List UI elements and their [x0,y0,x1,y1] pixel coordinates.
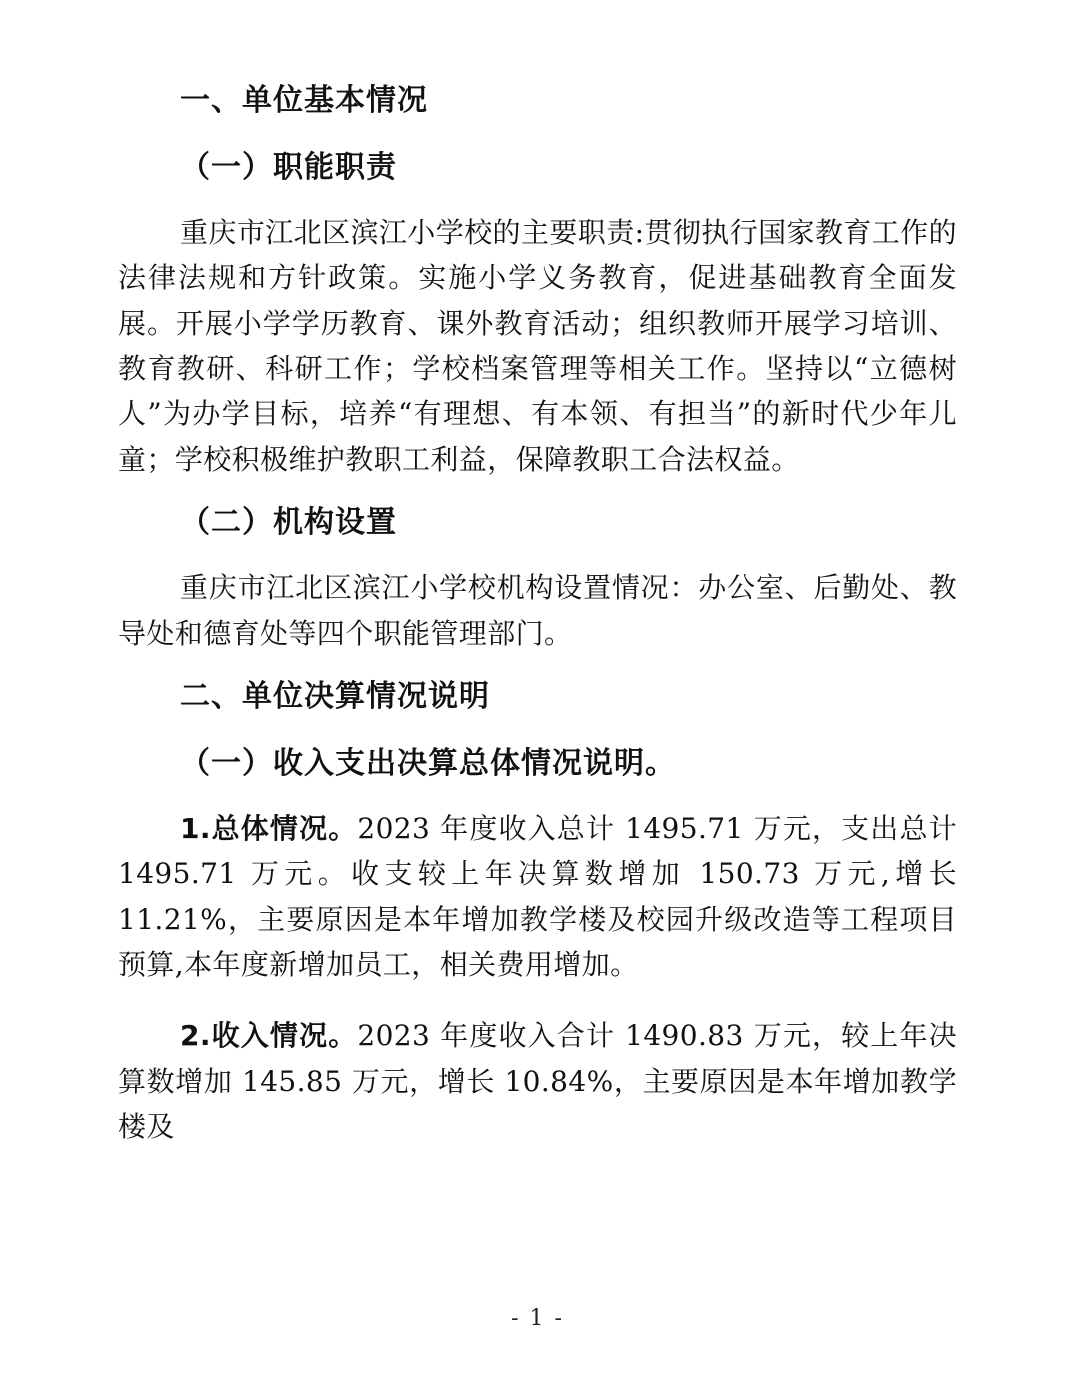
section-2-item-1 [118,806,957,987]
spacer [118,995,957,1013]
section-2-item-2-lead: 2.收入情况。 [180,1019,358,1053]
section-1-paragraph-2: 重庆市江北区滨江小学校机构设置情况：办公室、后勤处、教导处和德育处等四个职能管理部门。 [118,571,957,650]
section-1-subheading-1: （一）职能职责 [180,150,397,185]
document-body [118,78,957,1149]
section-2-item-2-text: 2023 年度收入合计 1490.83 万元，较上年决算数增加 145.85 万元，增长 10.84%，主要原因是本年增加教学楼及 [118,1019,957,1144]
spacer [118,490,957,500]
section-2-item-1-text: 2023 年度收入总计 1495.71 万元，支出总计 1495.71 万元。收支较上年决算数增加 150.73 万元,增长 11.21%，主要原因是本年增加教学楼及校园升级改造等工程项目预算,本年度新增加员工，相关费用增加。 [118,811,957,981]
section-2-item-1-lead: 1.总体情况。 [180,811,358,845]
section-2-item-2 [118,1013,957,1149]
section-1-subheading-2: （二）机构设置 [180,505,397,541]
section-2-heading: 二、单位决算情况说明 [180,678,490,714]
section-1-paragraph-1: 重庆市江北区滨江小学校的主要职责:贯彻执行国家教育工作的法律法规和方针政策。实施小学义务教育，促进基础教育全面发展。开展小学学历教育、课外教育活动；组织教师开展学习培训、教育教研、科研工作；学校档案管理等相关工作。坚持以“立德树人”为办学目标，培养“有理想、有本领、有担当”的新时代少年儿童；学校积极维护教职工利益，保障教职工合法权益。 [118,216,957,476]
spacer [118,664,957,674]
section-2-subheading-1: （一）收入支出决算总体情况说明。 [180,745,676,781]
section-1-heading: 一、单位基本情况 [180,83,428,118]
page-number: - 1 - [511,1306,564,1331]
